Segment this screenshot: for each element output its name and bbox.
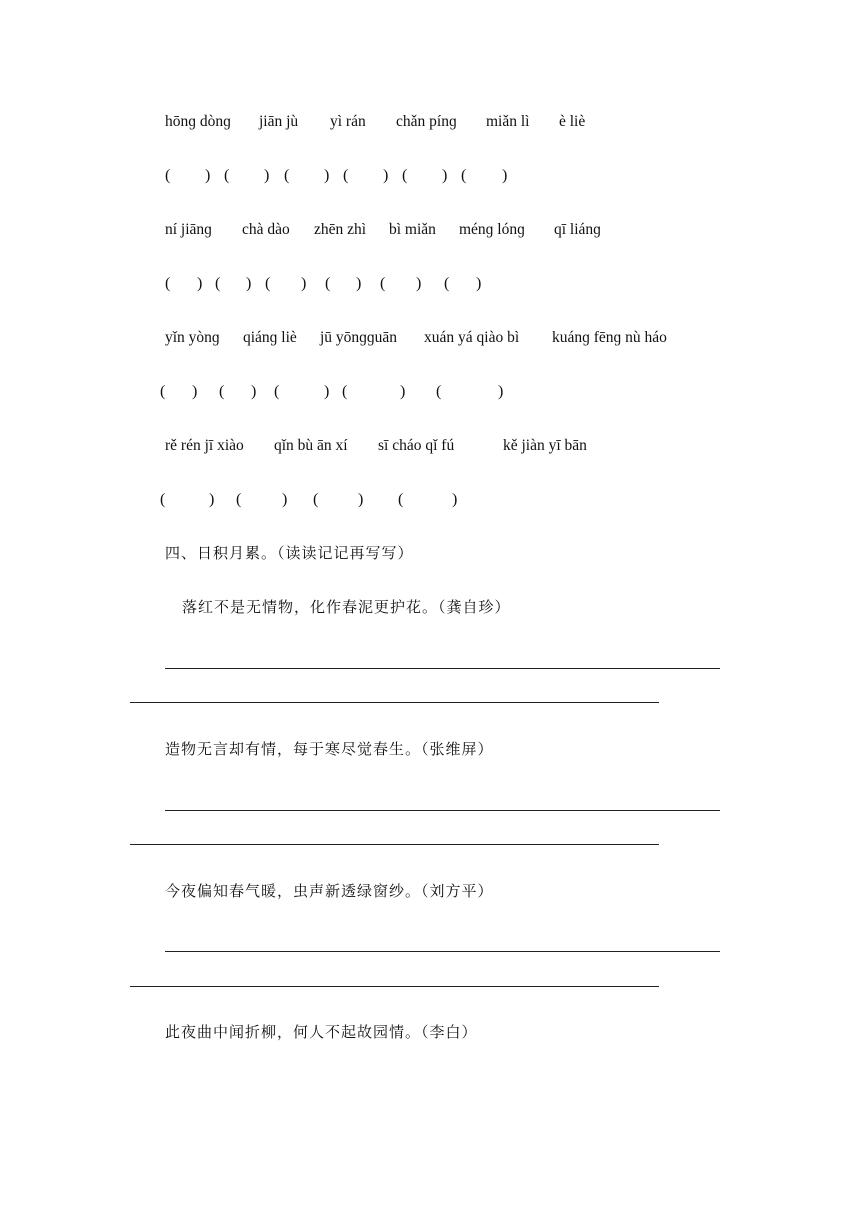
writing-line (165, 810, 720, 811)
close-paren: ) (400, 383, 406, 400)
pinyin-item: qiánɡ liè (243, 329, 297, 346)
close-paren: ) (476, 275, 482, 292)
pinyin-item: ní jiānɡ (165, 221, 212, 238)
close-paren: ) (358, 491, 364, 508)
pinyin-item: xuán yá qiào bì (424, 329, 520, 346)
poem-line-3: 今夜偏知春气暖，虫声新透绿窗纱。（刘方平） (165, 882, 494, 900)
pinyin-item: jū yōnɡɡuān (320, 329, 398, 346)
close-paren: ) (264, 167, 270, 184)
pinyin-item: rě rén jī xiào (165, 437, 244, 454)
open-paren: ( (461, 167, 467, 184)
open-paren: ( (165, 167, 171, 184)
pinyin-item: zhēn zhì (314, 221, 367, 238)
open-paren: ( (224, 167, 230, 184)
pinyin-item: hōnɡ dònɡ (165, 113, 231, 130)
pinyin-item: sī cháo qǐ fú (378, 437, 455, 454)
pinyin-item: qī liánɡ (554, 221, 601, 238)
section-heading: 四、日积月累。（读读记记再写写） (165, 544, 414, 562)
open-paren: ( (444, 275, 450, 292)
open-paren: ( (160, 491, 166, 508)
open-paren: ( (165, 275, 171, 292)
open-paren: ( (313, 491, 319, 508)
close-paren: ) (324, 383, 330, 400)
pinyin-item: yǐn yònɡ (165, 329, 220, 346)
pinyin-item: è liè (559, 113, 586, 130)
pinyin-item: kě jiàn yī bān (503, 437, 587, 454)
open-paren: ( (215, 275, 221, 292)
pinyin-item: kuánɡ fēnɡ nù háo (552, 329, 667, 346)
open-paren: ( (436, 383, 442, 400)
writing-line (130, 986, 659, 987)
poem-line-4: 此夜曲中闻折柳，何人不起故园情。（李白） (165, 1023, 478, 1041)
pinyin-item: chǎn pínɡ (396, 113, 457, 130)
open-paren: ( (402, 167, 408, 184)
close-paren: ) (416, 275, 422, 292)
open-paren: ( (342, 383, 348, 400)
close-paren: ) (383, 167, 389, 184)
open-paren: ( (380, 275, 386, 292)
close-paren: ) (197, 275, 203, 292)
pinyin-item: bì miǎn (389, 221, 436, 238)
writing-line (130, 702, 659, 703)
open-paren: ( (160, 383, 166, 400)
close-paren: ) (301, 275, 307, 292)
close-paren: ) (246, 275, 252, 292)
open-paren: ( (284, 167, 290, 184)
pinyin-item: qǐn bù ān xí (274, 437, 348, 454)
open-paren: ( (325, 275, 331, 292)
pinyin-item: chà dào (242, 221, 290, 238)
close-paren: ) (282, 491, 288, 508)
open-paren: ( (236, 491, 242, 508)
writing-line (165, 668, 720, 669)
pinyin-item: yì rán (330, 113, 366, 130)
open-paren: ( (398, 491, 404, 508)
writing-line (165, 951, 720, 952)
open-paren: ( (274, 383, 280, 400)
open-paren: ( (265, 275, 271, 292)
pinyin-item: miǎn lì (486, 113, 530, 130)
open-paren: ( (343, 167, 349, 184)
close-paren: ) (205, 167, 211, 184)
pinyin-item: jiān jù (259, 113, 299, 130)
close-paren: ) (452, 491, 458, 508)
close-paren: ) (251, 383, 257, 400)
close-paren: ) (442, 167, 448, 184)
close-paren: ) (192, 383, 198, 400)
close-paren: ) (498, 383, 504, 400)
pinyin-item: ménɡ lónɡ (459, 221, 525, 238)
poem-line-1: 落红不是无情物，化作春泥更护花。（龚自珍） (182, 598, 511, 616)
writing-line (130, 844, 659, 845)
poem-line-2: 造物无言却有情，每于寒尽觉春生。（张维屏） (165, 740, 494, 758)
open-paren: ( (219, 383, 225, 400)
close-paren: ) (502, 167, 508, 184)
close-paren: ) (324, 167, 330, 184)
close-paren: ) (209, 491, 215, 508)
close-paren: ) (356, 275, 362, 292)
